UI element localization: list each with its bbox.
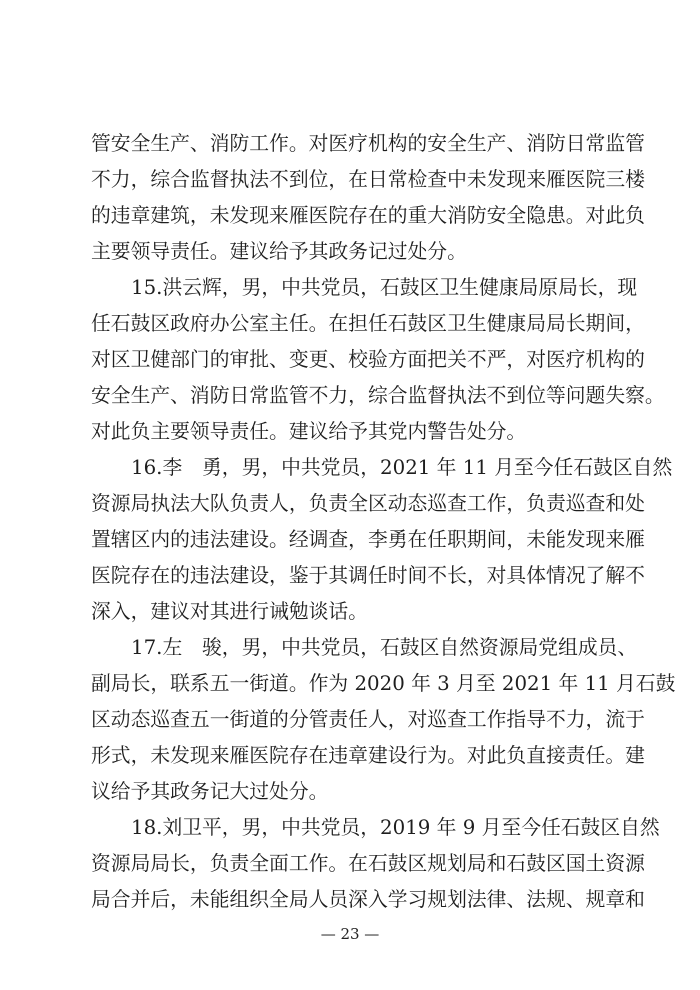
text-line: 15.洪云辉，男，中共党员，石鼓区卫生健康局原局长，现 (131, 276, 638, 299)
text-line: 区动态巡查五一街道的分管责任人，对巡查工作指导不力，流于 (91, 708, 645, 731)
text-line: 对此负主要领导责任。建议给予其党内警告处分。 (91, 420, 527, 443)
text-line: 不力，综合监督执法不到位，在日常检查中未发现来雁医院三楼 (91, 168, 645, 191)
text-line: 对区卫健部门的审批、变更、校验方面把关不严，对医疗机构的 (91, 348, 645, 371)
text-line: 置辖区内的违法建设。经调查，李勇在任职期间，未能发现来雁 (91, 528, 645, 551)
text-line: 主要领导责任。建议给予其政务记过处分。 (91, 240, 467, 263)
text-line: 任石鼓区政府办公室主任。在担任石鼓区卫生健康局局长期间， (91, 312, 645, 335)
text-line: 副局长，联系五一街道。作为 2020 年 3 月至 2021 年 11 月石鼓 (91, 672, 676, 695)
text-line: 资源局局长，负责全面工作。在石鼓区规划局和石鼓区国土资源 (91, 852, 645, 875)
text-line: 18.刘卫平，男，中共党员，2019 年 9 月至今任石鼓区自然 (131, 816, 660, 839)
page-number: — 23 — (320, 925, 380, 943)
text-line: 管安全生产、消防工作。对医疗机构的安全生产、消防日常监管 (91, 132, 645, 155)
text-line: 的违章建筑，未发现来雁医院存在的重大消防安全隐患。对此负 (91, 204, 645, 227)
text-line: 形式，未发现来雁医院存在违章建设行为。对此负直接责任。建 (91, 744, 645, 767)
text-line: 医院存在的违法建设，鉴于其调任时间不长，对具体情况了解不 (91, 564, 645, 587)
text-line: 议给予其政务记大过处分。 (91, 780, 329, 803)
text-line: 16.李 勇，男，中共党员，2021 年 11 月至今任石鼓区自然 (131, 456, 673, 479)
text-line: 局合并后，未能组织全局人员深入学习规划法律、法规、规章和 (91, 888, 645, 911)
text-line: 深入，建议对其进行诫勉谈话。 (91, 600, 368, 623)
text-line: 资源局执法大队负责人，负责全区动态巡查工作，负责巡查和处 (91, 492, 645, 515)
text-line: 安全生产、消防日常监管不力，综合监督执法不到位等问题失察。 (91, 384, 665, 407)
text-line: 17.左 骏，男，中共党员，石鼓区自然资源局党组成员、 (131, 636, 638, 659)
